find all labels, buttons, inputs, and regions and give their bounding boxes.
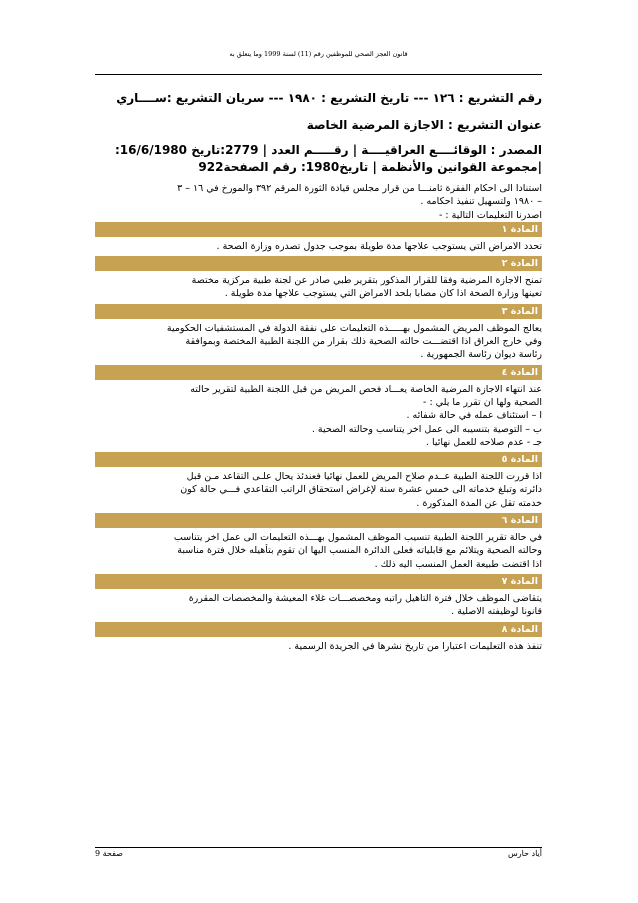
article-6-text [95,531,542,571]
article-line: يعالج الموظف المريض المشمول بهـــــذه التعليمات على نفقة الدولة في المستشفيات الحكومية [166,322,542,334]
article-2-heading: المادة ٢ [95,256,542,271]
article-4-text [95,383,542,449]
article-3-heading: المادة ٣ [95,304,542,319]
article-line: تعينها وزارة الصحة اذا كان مصابا بلحد الامراض التي يستوجب علاجها مدة طويلة . [224,288,542,300]
article-2-text [95,274,542,301]
article-line: في حالة تقرير اللجنة الطبية تنسيب الموظف المشمول بهـــذه التعليمات الى عمل اخر يتناسب [173,532,542,544]
article-7-heading: المادة ٧ [95,574,542,589]
article-3-text [95,322,542,362]
article-1-heading: المادة ١ [95,222,542,237]
article-line: الصحية ولها ان تقرر ما يلي : - [423,396,542,408]
legislation-source-line: المصدر : الوقائــــع العراقيــــة | رقـــــم العدد | 2779:تاريخ 16/6/1980: [114,143,542,157]
intro-paragraph [95,182,542,222]
article-5-heading: المادة ٥ [95,452,542,467]
article-line: اذا اقتضت طبيعة العمل المنسب اليه ذلك . [374,558,542,570]
legislation-title-line: عنوان التشريع : الاجازة المرضية الخاصة [306,118,542,132]
footer-page-number: صفحة 9 [95,849,123,858]
article-line: ب – التوصية بتنسيبه الى عمل اخر يتناسب وحالته الصحية . [311,423,542,435]
legislation-collection-line: |مجموعة القوانين والأنظمة | تاريخ1980: رقم الصفحة922 [198,160,542,174]
article-line: قانونا لوظيفته الاصلية . [451,606,542,618]
header-rule [95,74,542,75]
article-8-heading: المادة ٨ [95,622,542,637]
article-line: ا – استئناف عمله في حالة شفائه . [406,410,542,422]
intro-line: – ١٩٨٠ ولتسهيل تنفيذ احكامه . [420,196,542,208]
document-body [95,90,542,656]
article-5-text [95,470,542,510]
article-line: جـ - عدم صلاحه للعمل نهائيا . [425,436,542,448]
article-line: خدمته تقل عن المدة المذكورة . [416,497,542,509]
article-line: دائرته وتبلغ خدماته الى خمس عشرة سنة لإغراض استحقاق الراتب التقاعدي فـــي حالة كون [180,484,542,496]
article-6-heading: المادة ٦ [95,513,542,528]
article-line: وفي خارج العراق اذا اقتضـــت حالته الصحية ذلك بقرار من اللجنة الطبية المختصة وبموافقة [185,336,542,348]
article-1-text [95,240,542,253]
article-line: يتقاضى الموظف خلال فترة التاهيل راتبه ومخصصـــات غلاء المعيشة والمخصصات المقررة [188,592,542,604]
article-7-text [95,592,542,619]
article-line: تمنح الاجازة المرضية وفقا للقرار المذكور بتقرير طبي صادر عن لجنة طبية مركزية مختصة [191,275,542,287]
legislation-number-line: رقم التشريع : ١٢٦ --- تاريخ التشريع : ١٩٨٠ --- سريان التشريع :ســــاري [116,91,542,105]
article-line: تنفذ هذه التعليمات اعتبارا من تاريخ نشرها في الجريدة الرسمية . [288,640,542,652]
article-line: عند انتهاء الاجازة المرضية الخاصة يعـــاد فحص المريض من قبل اللجنة الطبية لتقرير حالته [190,383,542,395]
intro-line: اصدرنا التعليمات التالية : - [438,209,542,221]
page-footer [95,848,542,860]
running-header: قانون العجز الصحي للموظفين رقم (11) لسنة 1999 وما يتعلق به [229,50,408,58]
article-line: تحدد الامراض التي يستوجب علاجها مدة طويلة بموجب جدول تصدره وزارة الصحة . [216,240,542,252]
article-line: وحالته الصحية ويتلائم مع قابلياته فعلى الدائرة المنسب اليها ان تقوم بتأهيله خلال فترة مناسبة [177,545,542,557]
document-page [95,40,542,860]
footer-author: أياد حارس [507,849,542,858]
article-line: رئاسة ديوان رئاسة الجمهورية . [420,349,542,361]
article-8-text [95,640,542,653]
article-line: اذا قررت اللجنة الطبية عــدم صلاح المريض للعمل نهائيا فعندئذ يحال علـى التقاعد مـن قبل [186,471,542,483]
intro-line: استنادا الى احكام الفقرة ثامنـــا من قرار مجلس قيادة الثورة المرقم ٣٩٢ والمورخ في ١٦ – ٣ [177,183,542,194]
article-4-heading: المادة ٤ [95,365,542,380]
